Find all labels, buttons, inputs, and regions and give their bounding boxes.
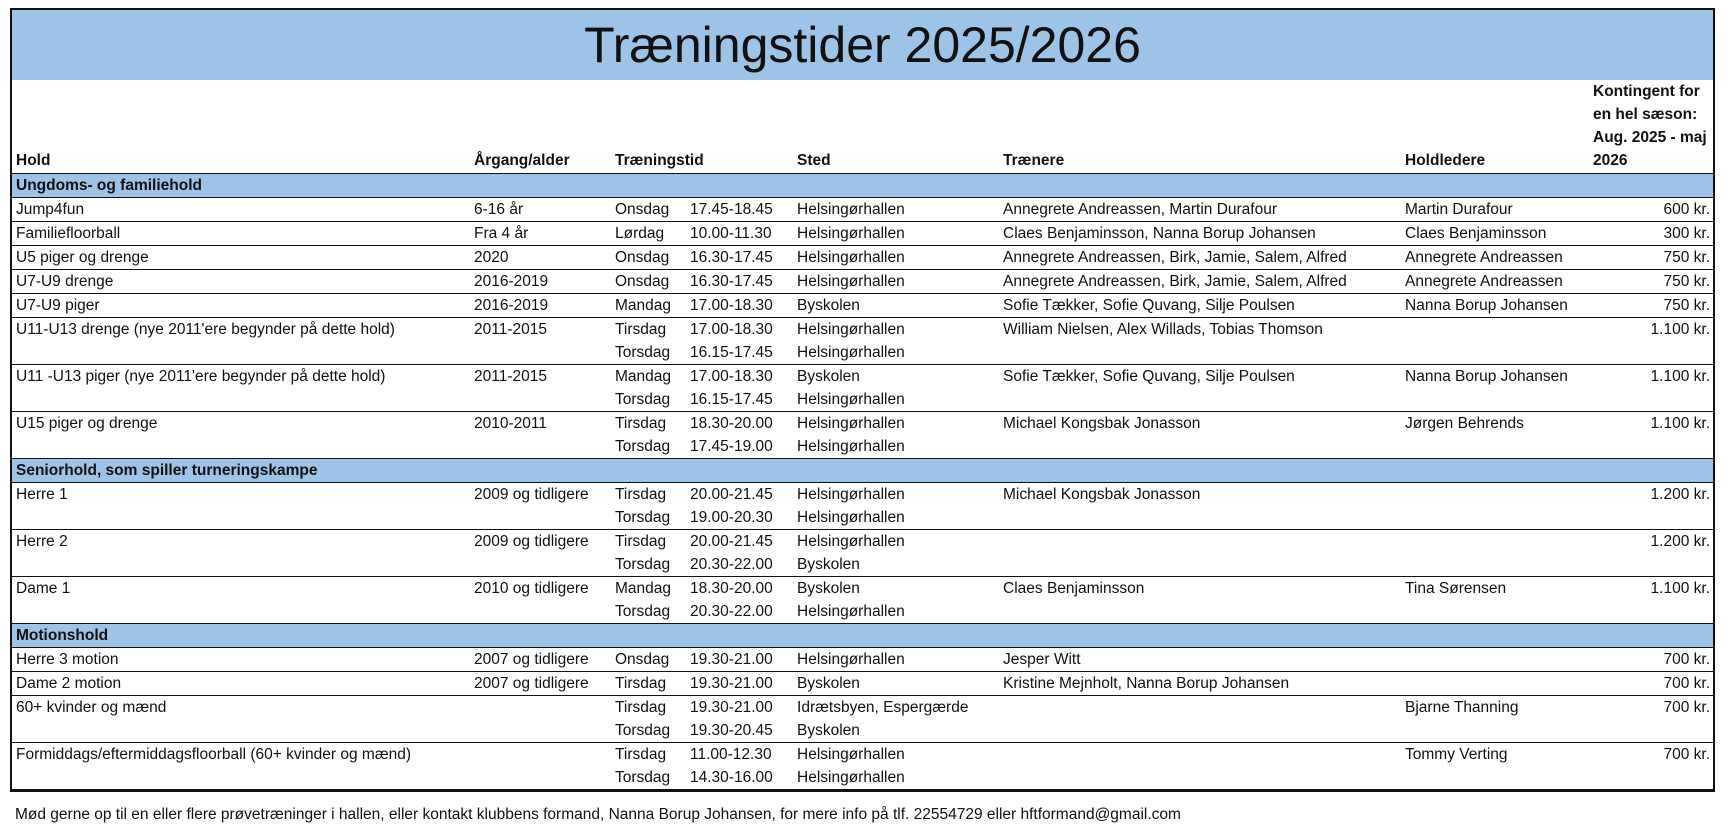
empty-cell: [470, 341, 611, 365]
session-time: 16.30-17.45: [686, 246, 793, 270]
session-place: Helsingørhallen: [793, 198, 999, 222]
team-price: 750 kr.: [1589, 246, 1713, 270]
session-day: Tirsdag: [611, 672, 686, 696]
empty-cell: [12, 766, 470, 790]
table-row: [12, 506, 1713, 530]
team-argang: 6-16 år: [470, 198, 611, 222]
team-traenere: Annegrete Andreassen, Birk, Jamie, Salem, Alfred: [999, 270, 1401, 294]
session-time: 20.00-21.45: [690, 533, 773, 550]
team-traenere: [999, 696, 1401, 720]
empty-cell: [1401, 766, 1589, 790]
table-row: [12, 365, 1713, 389]
session-place: Byskolen: [793, 672, 999, 696]
team-traenere: Sofie Tækker, Sofie Quvang, Silje Poulsen: [1003, 368, 1295, 385]
empty-cell: [470, 600, 611, 624]
table-row: [12, 198, 1713, 222]
session-time: 14.30-16.00: [686, 766, 793, 790]
team-argang: 2009 og tidligere: [474, 486, 589, 503]
team-price: 1.100 kr.: [1650, 415, 1711, 432]
team-name: Dame 1: [16, 580, 71, 597]
table-row: [12, 341, 1713, 365]
session-place: Helsingørhallen: [793, 600, 999, 624]
team-name: U11 -U13 piger (nye 2011'ere begynder på dette hold): [16, 368, 386, 385]
header-argang: Årgang/alder: [470, 80, 611, 174]
team-name: 60+ kvinder og mænd: [16, 699, 167, 716]
team-holdledere: Jørgen Behrends: [1405, 415, 1524, 432]
empty-cell: [1589, 766, 1713, 790]
table-row: [12, 222, 1713, 246]
session-day: Torsdag: [611, 719, 686, 743]
session-time: 18.30-20.00: [690, 580, 773, 597]
team-traenere: Michael Kongsbak Jonasson: [1003, 486, 1201, 503]
empty-cell: [1401, 600, 1589, 624]
team-argang: 2009 og tidligere: [474, 533, 589, 550]
team-holdledere: Nanna Borup Johansen: [1405, 368, 1568, 385]
session-day: Mandag: [615, 368, 672, 385]
schedule-body: [12, 174, 1713, 790]
empty-cell: [999, 719, 1401, 743]
session-place: Helsingørhallen: [793, 246, 999, 270]
empty-cell: [12, 341, 470, 365]
table-row: [12, 435, 1713, 459]
session-place: Helsingørhallen: [793, 222, 999, 246]
empty-cell: [12, 600, 470, 624]
team-name: Herre 3 motion: [12, 648, 470, 672]
page-title: Træningstider 2025/2026: [12, 10, 1713, 80]
session-day: Torsdag: [611, 766, 686, 790]
team-name: Herre 1: [16, 486, 68, 503]
session-place: Byskolen: [793, 553, 999, 577]
session-day: Lørdag: [611, 222, 686, 246]
team-holdledere: Claes Benjaminsson: [1401, 222, 1589, 246]
team-price: 750 kr.: [1589, 294, 1713, 318]
table-row: [12, 530, 1713, 554]
session-time: 19.30-21.00: [686, 672, 793, 696]
session-time: 18.30-20.00: [690, 415, 773, 432]
team-price: 700 kr.: [1589, 648, 1713, 672]
session-place: Idrætsbyen, Espergærde: [797, 699, 969, 716]
table-row: [12, 577, 1713, 601]
session-place: Helsingørhallen: [793, 388, 999, 412]
team-holdledere: Martin Durafour: [1401, 198, 1589, 222]
empty-cell: [470, 435, 611, 459]
header-kontingent: Kontingent for en hel sæson: Aug. 2025 - maj 2026: [1589, 80, 1713, 174]
table-row: [12, 270, 1713, 294]
header-row: [12, 80, 1713, 174]
session-day: Onsdag: [611, 198, 686, 222]
session-place: Byskolen: [797, 580, 860, 597]
session-place: Helsingørhallen: [797, 321, 905, 338]
session-place: Byskolen: [793, 294, 999, 318]
table-row: [12, 766, 1713, 790]
team-name: U7-U9 drenge: [12, 270, 470, 294]
session-day: Torsdag: [611, 600, 686, 624]
team-holdledere: [1401, 672, 1589, 696]
session-place: Helsingørhallen: [793, 435, 999, 459]
session-day: Tirsdag: [615, 321, 667, 338]
team-traenere: Annegrete Andreassen, Birk, Jamie, Salem, Alfred: [999, 246, 1401, 270]
session-day: Torsdag: [611, 341, 686, 365]
table-row: [12, 743, 1713, 767]
empty-cell: [470, 719, 611, 743]
team-price: 1.200 kr.: [1650, 486, 1711, 503]
session-day: Tirsdag: [615, 415, 667, 432]
team-name: Dame 2 motion: [12, 672, 470, 696]
team-traenere: Claes Benjaminsson, Nanna Borup Johansen: [999, 222, 1401, 246]
team-name: Herre 2: [16, 533, 68, 550]
header-sted: Sted: [793, 80, 999, 174]
empty-cell: [12, 506, 470, 530]
team-argang: 2010 og tidligere: [474, 580, 589, 597]
table-row: [12, 388, 1713, 412]
empty-cell: [1401, 553, 1589, 577]
team-traenere: Kristine Mejnholt, Nanna Borup Johansen: [999, 672, 1401, 696]
team-argang: 2016-2019: [470, 294, 611, 318]
team-traenere: Annegrete Andreassen, Martin Durafour: [999, 198, 1401, 222]
team-name: Jump4fun: [12, 198, 470, 222]
team-traenere: Claes Benjaminsson: [1003, 580, 1145, 597]
session-day: Tirsdag: [615, 533, 667, 550]
empty-cell: [1589, 719, 1713, 743]
header-hold: Hold: [12, 80, 470, 174]
empty-cell: [12, 435, 470, 459]
session-time: 20.30-22.00: [686, 600, 793, 624]
team-holdledere: [1401, 483, 1589, 507]
table-row: [12, 483, 1713, 507]
session-time: 19.30-20.45: [686, 719, 793, 743]
session-time: 20.30-22.00: [686, 553, 793, 577]
empty-cell: [999, 553, 1401, 577]
empty-cell: [999, 600, 1401, 624]
team-price: 750 kr.: [1589, 270, 1713, 294]
session-day: Onsdag: [611, 270, 686, 294]
session-day: Torsdag: [611, 506, 686, 530]
team-traenere: [999, 743, 1401, 767]
session-place: Helsingørhallen: [793, 506, 999, 530]
team-holdledere: Annegrete Andreassen: [1401, 246, 1589, 270]
team-price: 1.200 kr.: [1650, 533, 1711, 550]
session-place: Helsingørhallen: [793, 648, 999, 672]
footer-note: Mød gerne op til en eller flere prøvetræninger i hallen, eller kontakt klubbens formand, Nanna Borup Johansen, for mere info på tlf. 22554729 eller hftformand@gmail.com: [15, 806, 1181, 823]
session-place: Helsingørhallen: [797, 486, 905, 503]
empty-cell: [1589, 435, 1713, 459]
session-day: Torsdag: [611, 553, 686, 577]
session-time: 20.00-21.45: [690, 486, 773, 503]
session-day: Tirsdag: [615, 699, 667, 716]
team-traenere: [999, 530, 1401, 554]
session-place: Byskolen: [793, 719, 999, 743]
team-price: 700 kr.: [1589, 672, 1713, 696]
team-price: 1.100 kr.: [1650, 321, 1711, 338]
team-price: 600 kr.: [1589, 198, 1713, 222]
section-row: [12, 624, 1713, 648]
team-argang: 2010-2011: [474, 415, 547, 432]
empty-cell: [1401, 341, 1589, 365]
session-time: 16.15-17.45: [686, 341, 793, 365]
empty-cell: [999, 766, 1401, 790]
team-holdledere: [1401, 648, 1589, 672]
empty-cell: [12, 553, 470, 577]
empty-cell: [1589, 600, 1713, 624]
session-time: 16.30-17.45: [686, 270, 793, 294]
empty-cell: [470, 766, 611, 790]
table-row: [12, 600, 1713, 624]
team-holdledere: Tina Sørensen: [1405, 580, 1507, 597]
empty-cell: [470, 506, 611, 530]
session-time: 11.00-12.30: [690, 746, 772, 763]
section-row: [12, 459, 1713, 483]
session-place: Helsingørhallen: [797, 533, 905, 550]
table-row: [12, 648, 1713, 672]
schedule-table: [12, 80, 1713, 790]
team-traenere: Jesper Witt: [999, 648, 1401, 672]
table-row: [12, 246, 1713, 270]
team-price: 700 kr.: [1663, 699, 1711, 716]
team-holdledere: [1401, 530, 1589, 554]
table-row: [12, 696, 1713, 720]
team-name: U7-U9 piger: [12, 294, 470, 318]
team-argang: Fra 4 år: [470, 222, 611, 246]
team-argang: [470, 743, 611, 767]
team-name: U5 piger og drenge: [12, 246, 470, 270]
table-row: [12, 672, 1713, 696]
session-time: 19.30-21.00: [690, 699, 773, 716]
team-name: Formiddags/eftermiddagsfloorball (60+ kvinder og mænd): [16, 746, 412, 763]
schedule-sheet: [10, 8, 1715, 792]
table-row: [12, 553, 1713, 577]
header-holdledere: Holdledere: [1401, 80, 1589, 174]
team-holdledere: [1401, 318, 1589, 342]
session-place: Helsingørhallen: [793, 270, 999, 294]
section-title: Ungdoms- og familiehold: [12, 174, 1713, 198]
session-time: 17.00-18.30: [690, 321, 773, 338]
empty-cell: [999, 341, 1401, 365]
empty-cell: [1589, 341, 1713, 365]
session-place: Helsingørhallen: [797, 746, 905, 763]
session-day: Tirsdag: [615, 486, 667, 503]
empty-cell: [1589, 506, 1713, 530]
session-place: Helsingørhallen: [793, 341, 999, 365]
team-name: U11-U13 drenge (nye 2011'ere begynder på dette hold): [16, 321, 395, 338]
empty-cell: [1401, 388, 1589, 412]
session-time: 19.30-21.00: [686, 648, 793, 672]
table-row: [12, 294, 1713, 318]
team-argang: 2011-2015: [474, 368, 547, 385]
team-holdledere: Tommy Verting: [1405, 746, 1508, 763]
team-holdledere: Nanna Borup Johansen: [1401, 294, 1589, 318]
team-name: U15 piger og drenge: [16, 415, 158, 432]
empty-cell: [999, 435, 1401, 459]
empty-cell: [1401, 719, 1589, 743]
session-day: Onsdag: [611, 246, 686, 270]
session-time: 19.00-20.30: [686, 506, 793, 530]
team-argang: 2020: [470, 246, 611, 270]
empty-cell: [470, 553, 611, 577]
session-time: 17.45-19.00: [686, 435, 793, 459]
empty-cell: [1589, 553, 1713, 577]
team-price: 1.100 kr.: [1650, 580, 1711, 597]
team-argang: [470, 696, 611, 720]
team-traenere: Michael Kongsbak Jonasson: [1003, 415, 1201, 432]
team-traenere: William Nielsen, Alex Willads, Tobias Thomson: [1003, 321, 1323, 338]
session-place: Helsingørhallen: [797, 415, 905, 432]
team-argang: 2016-2019: [470, 270, 611, 294]
empty-cell: [1589, 388, 1713, 412]
empty-cell: [1401, 435, 1589, 459]
team-argang: 2007 og tidligere: [470, 672, 611, 696]
header-traeningstid: Træningstid: [611, 80, 793, 174]
section-title: Motionshold: [12, 624, 1713, 648]
session-place: Helsingørhallen: [793, 766, 999, 790]
table-row: [12, 719, 1713, 743]
session-time: 17.00-18.30: [690, 368, 773, 385]
session-day: Torsdag: [611, 435, 686, 459]
session-day: Tirsdag: [615, 746, 667, 763]
section-row: [12, 174, 1713, 198]
session-place: Byskolen: [797, 368, 860, 385]
empty-cell: [999, 388, 1401, 412]
team-price: 700 kr.: [1663, 746, 1711, 763]
table-row: [12, 318, 1713, 342]
team-traenere: Sofie Tække‍r, Sofie Quvang, Silje Poulsen: [999, 294, 1401, 318]
session-day: Mandag: [611, 294, 686, 318]
session-time: 16.15-17.45: [686, 388, 793, 412]
session-day: Mandag: [615, 580, 672, 597]
table-row: [12, 412, 1713, 436]
session-time: 17.45-18.45: [686, 198, 793, 222]
team-holdledere: Annegrete Andreassen: [1401, 270, 1589, 294]
empty-cell: [1401, 506, 1589, 530]
session-time: 17.00-18.30: [686, 294, 793, 318]
header-traenere: Trænere: [999, 80, 1401, 174]
empty-cell: [470, 388, 611, 412]
session-day: Onsdag: [611, 648, 686, 672]
team-price: 300 kr.: [1589, 222, 1713, 246]
empty-cell: [999, 506, 1401, 530]
session-time: 10.00-11.30: [686, 222, 793, 246]
session-day: Torsdag: [611, 388, 686, 412]
team-argang: 2011-2015: [474, 321, 547, 338]
section-title: Seniorhold, som spiller turneringskampe: [12, 459, 1713, 483]
team-holdledere: Bjarne Thanning: [1405, 699, 1519, 716]
empty-cell: [12, 719, 470, 743]
team-name: Familiefloorball: [12, 222, 470, 246]
team-argang: 2007 og tidligere: [470, 648, 611, 672]
team-price: 1.100 kr.: [1650, 368, 1711, 385]
empty-cell: [12, 388, 470, 412]
